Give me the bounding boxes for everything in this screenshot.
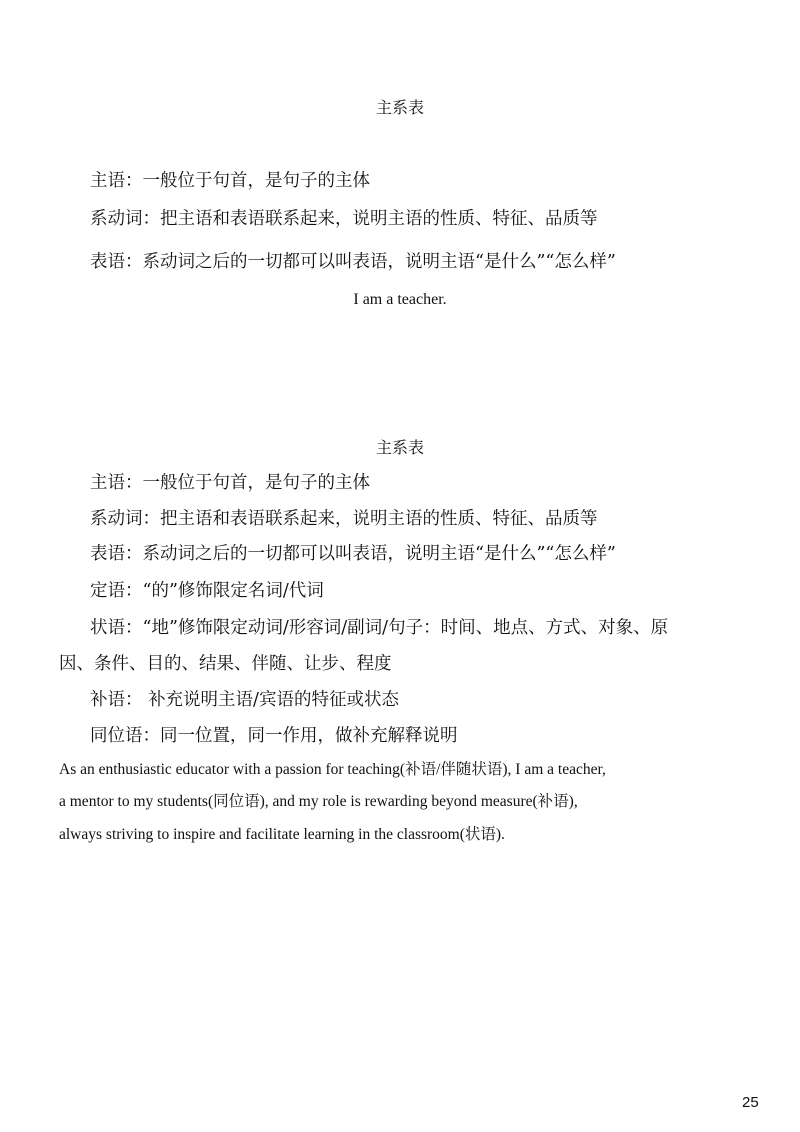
example-paragraph-line-1: As an enthusiastic educator with a passion for teaching(补语/伴随状语), I am a teacher, [59, 761, 606, 778]
section1-example-sentence: I am a teacher. [353, 291, 447, 308]
section2-attributive-definition: 定语：“的”修饰限定名词/代词 [90, 581, 324, 601]
section2-complement-definition: 补语： 补充说明主语/宾语的特征或状态 [90, 690, 399, 710]
section2-appositive-definition: 同位语：同一位置，同一作用，做补充解释说明 [90, 726, 458, 746]
page-number: 25 [742, 1094, 759, 1111]
section2-adverbial-definition-continued: 因、条件、目的、结果、伴随、让步、程度 [59, 654, 392, 674]
section2-adverbial-definition: 状语：“地”修饰限定动词/形容词/副词/句子：时间、地点、方式、对象、原 [90, 618, 669, 638]
section2-predicative-definition: 表语：系动词之后的一切都可以叫表语，说明主语“是什么”“怎么样” [90, 544, 616, 564]
example-paragraph-line-3: always striving to inspire and facilitate learning in the classroom(状语). [59, 826, 505, 843]
section2-subject-definition: 主语：一般位于句首，是句子的主体 [90, 473, 370, 493]
example-paragraph-line-2: a mentor to my students(同位语), and my role is rewarding beyond measure(补语), [59, 793, 578, 810]
section2-title: 主系表 [375, 438, 424, 457]
section1-subject-definition: 主语：一般位于句首，是句子的主体 [90, 171, 370, 191]
section1-title: 主系表 [375, 98, 424, 117]
section1-linking-verb-definition: 系动词：把主语和表语联系起来，说明主语的性质、特征、品质等 [90, 209, 598, 229]
section2-linking-verb-definition: 系动词：把主语和表语联系起来，说明主语的性质、特征、品质等 [90, 509, 598, 529]
section1-predicative-definition: 表语：系动词之后的一切都可以叫表语，说明主语“是什么”“怎么样” [90, 252, 616, 272]
